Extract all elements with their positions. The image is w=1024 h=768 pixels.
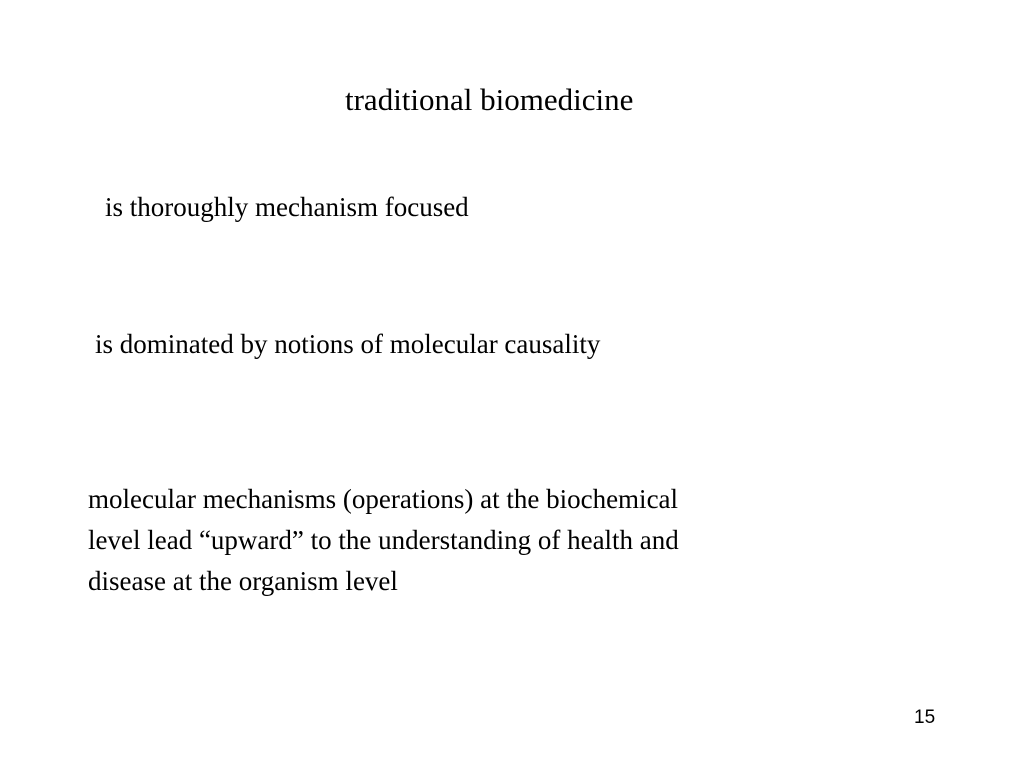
statement-molecular-causality: is dominated by notions of molecular causality: [95, 329, 601, 359]
slide-title: traditional biomedicine: [345, 82, 634, 117]
statement-mechanism-focused: is thoroughly mechanism focused: [105, 192, 469, 222]
statement-molecular-mechanisms: molecular mechanisms (operations) at the biochemical level lead “upward” to the understanding of health and disease at the organism level: [88, 484, 679, 596]
slide-number: 15: [914, 707, 936, 728]
